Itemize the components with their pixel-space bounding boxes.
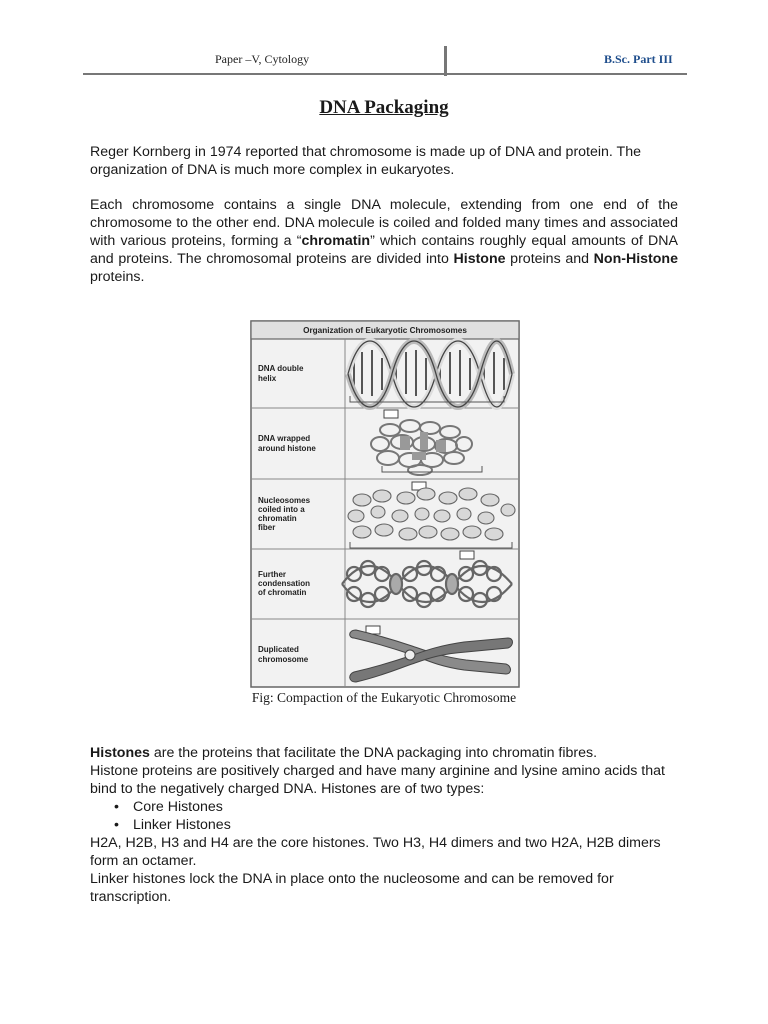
- histone-term: Histone: [453, 251, 506, 267]
- intro-paragraph: Reger Kornberg in 1974 reported that chromosome is made up of DNA and protein. The organization of DNA is much more complex in eukaryotes.: [90, 144, 642, 178]
- header-course: Paper –V, Cytology: [215, 52, 310, 66]
- linker-histones-text: Linker histones lock the DNA in place onto the nucleosome and can be removed for transcription.: [90, 871, 614, 905]
- header-class: B.Sc. Part III: [604, 52, 673, 66]
- row-label-nucleosome-2: coiled into a: [258, 505, 305, 514]
- bullet-icon: •: [114, 799, 119, 815]
- row-label-histone-2: around histone: [258, 444, 316, 453]
- text-run: proteins and: [505, 251, 594, 267]
- header-rule: [83, 73, 687, 75]
- non-histone-term: Non-Histone: [593, 251, 678, 267]
- chromosome-paragraph: [90, 196, 678, 286]
- histones-intro-line: [90, 744, 678, 762]
- row-label-duplicated-2: chromosome: [258, 655, 309, 664]
- text-run: proteins.: [90, 269, 145, 285]
- chromatin-term: chromatin: [301, 233, 371, 249]
- figure-title: Organization of Eukaryotic Chromosomes: [303, 326, 467, 335]
- figure-caption: Fig: Compaction of the Eukaryotic Chromosome: [251, 690, 517, 705]
- list-item: [114, 816, 678, 834]
- histones-section: [90, 744, 678, 906]
- text-run: ” which contains roughly equal amounts of DNA and proteins. The chromosomal proteins are divided into: [90, 233, 678, 267]
- histones-term: Histones: [90, 745, 150, 761]
- header-divider: [444, 46, 447, 76]
- row-label-condensation-2: condensation: [258, 579, 311, 588]
- core-histones-text: H2A, H2B, H3 and H4 are the core histones. Two H3, H4 dimers and two H2A, H2B dimers form an octamer.: [90, 835, 661, 869]
- row-label-histone-1: DNA wrapped: [258, 434, 311, 443]
- list-item-label: Core Histones: [133, 799, 223, 815]
- histone-types-list: [90, 798, 678, 834]
- row-label-duplicated-1: Duplicated: [258, 645, 299, 654]
- page-title: DNA Packaging: [319, 97, 449, 118]
- row-label-condensation-1: Further: [258, 570, 286, 579]
- row-label-nucleosome-3: chromatin: [258, 514, 297, 523]
- histones-charge-text: Histone proteins are positively charged and have many arginine and lysine amino acids that bind to the negatively charged DNA. Histones are of two types:: [90, 763, 665, 797]
- row-label-nucleosome-1: Nucleosomes: [258, 496, 311, 505]
- row-label-condensation-3: of chromatin: [258, 588, 307, 597]
- row-label-helix-1: DNA double: [258, 364, 304, 373]
- list-item: [114, 798, 678, 816]
- text-run: Each chromosome contains a single DNA molecule, extending from one end of the chromosome to the other end. DNA molecule is coiled and folded many times and associated with various proteins, forming a “: [90, 197, 678, 249]
- text-run: are the proteins that facilitate the DNA packaging into chromatin fibres.: [149, 745, 598, 761]
- row-label-helix-2: helix: [258, 374, 277, 383]
- chromosome-figure: [250, 320, 520, 688]
- row-label-nucleosome-4: fiber: [258, 523, 276, 532]
- bullet-icon: •: [114, 817, 119, 833]
- list-item-label: Linker Histones: [133, 817, 231, 833]
